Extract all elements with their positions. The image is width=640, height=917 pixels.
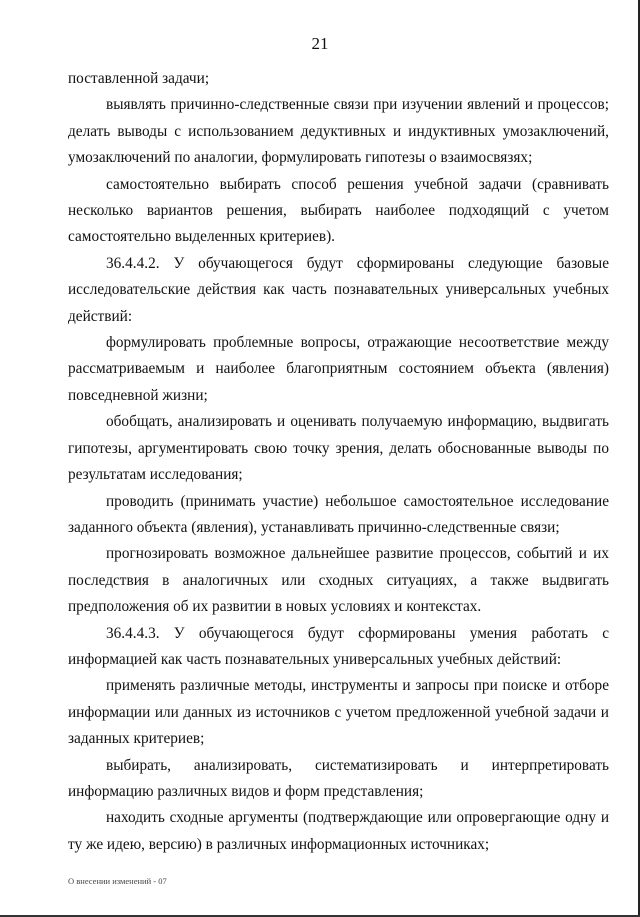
section-36-4-4-2: 36.4.4.2. У обучающегося будут сформированы следующие базовые исследовательские действия как часть познавательных универсальных учебных действий: bbox=[68, 254, 609, 325]
paragraph: находить сходные аргументы (подтверждающие или опровергающие одну и ту же идею, версию) в различных информационных источниках; bbox=[68, 809, 609, 853]
footer-note: О внесении изменений - 07 bbox=[68, 876, 167, 886]
paragraph-continuation: поставленной задачи; bbox=[68, 70, 210, 87]
section-36-4-4-3: 36.4.4.3. У обучающегося будут сформированы умения работать с информацией как часть познавательных универсальных учебных действий: bbox=[68, 624, 609, 668]
paragraph: прогнозировать возможное дальнейшее развитие процессов, событий и их последствия в аналогичных или сходных ситуациях, а также выдвигать предположения об их развитии в новых условиях и контекстах. bbox=[68, 545, 609, 616]
paragraph: выбирать, анализировать, систематизировать и интерпретировать информацию различных видов и форм представления; bbox=[68, 756, 609, 800]
paragraph: применять различные методы, инструменты и запросы при поиске и отборе информации или данных из источников с учетом предложенной учебной задачи и заданных критериев; bbox=[68, 677, 609, 748]
paragraph: самостоятельно выбирать способ решения учебной задачи (сравнивать несколько вариантов решения, выбирать наиболее подходящий с учетом самостоятельно выделенных критериев). bbox=[68, 175, 609, 246]
paragraph: выявлять причинно-следственные связи при изучении явлений и процессов; делать выводы с использованием дедуктивных и индуктивных умозаключений, умозаключений по аналогии, формулировать гипотезы о взаимосвязях; bbox=[68, 96, 609, 167]
document-body bbox=[68, 66, 609, 858]
paragraph: обобщать, анализировать и оценивать получаемую информацию, выдвигать гипотезы, аргументировать свою точку зрения, делать обоснованные выводы по результатам исследования; bbox=[68, 413, 609, 484]
paragraph: проводить (принимать участие) небольшое самостоятельное исследование заданного объекта (явления), устанавливать причинно-следственные связи; bbox=[68, 492, 609, 536]
paragraph: формулировать проблемные вопросы, отражающие несоответствие между рассматриваемым и наиболее благоприятным состоянием объекта (явления) повседневной жизни; bbox=[68, 334, 609, 404]
page-number: 21 bbox=[311, 34, 329, 53]
